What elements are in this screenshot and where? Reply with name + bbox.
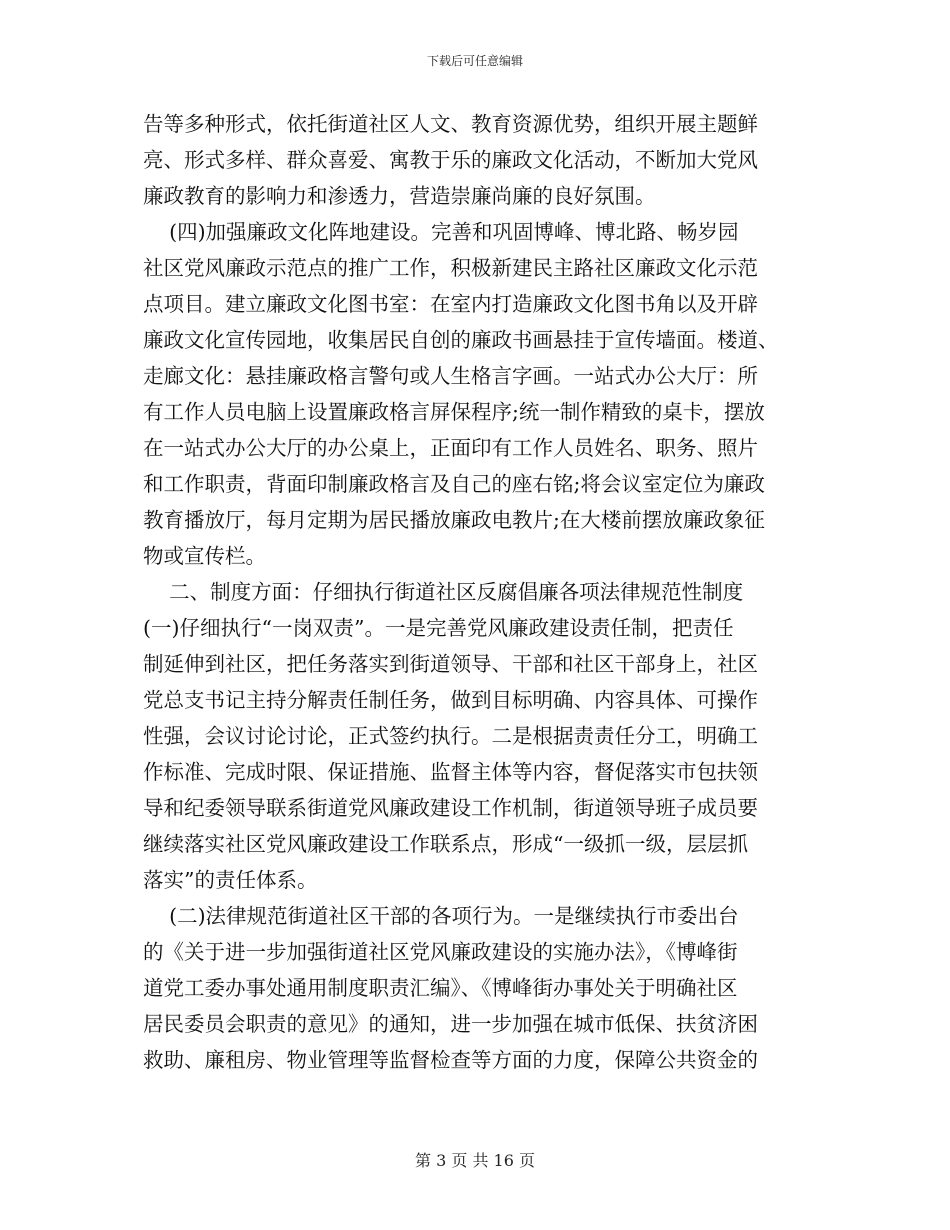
text-line: 点项目。建立廉政文化图书室：在室内打造廉政文化图书角以及开辟 xyxy=(143,292,758,316)
text-line: 性强，会议讨论讨论，正式签约执行。二是根据责责任分工，明确工 xyxy=(143,724,758,748)
text-line: (二)法律规范街道社区干部的各项行为。一是继续执行市委出台 xyxy=(143,904,739,928)
text-line: 党总支书记主持分解责任制任务，做到目标明确、内容具体、可操作 xyxy=(143,688,758,712)
page-header-note: 下载后可任意编辑 xyxy=(426,54,523,68)
text-line: 二、制度方面：仔细执行街道社区反腐倡廉各项法律规范性制度 xyxy=(143,580,744,604)
text-line: 继续落实社区党风廉政建设工作联系点，形成“一级抓一级，层层抓 xyxy=(143,832,748,856)
text-line: 亮、形式多样、群众喜爱、寓教于乐的廉政文化活动，不断加大党风 xyxy=(143,148,758,172)
text-line: 和工作职责，背面印制廉政格言及自己的座右铭;将会议室定位为廉政 xyxy=(143,472,765,496)
text-line: 告等多种形式，依托街道社区人文、教育资源优势，组织开展主题鲜 xyxy=(143,112,758,136)
text-line: 作标准、完成时限、保证措施、监督主体等内容，督促落实市包扶领 xyxy=(143,760,758,784)
text-line: (一)仔细执行“一岗双责”。一是完善党风廉政建设责任制，把责任 xyxy=(143,616,734,640)
text-line: 居民委员会职责的意见》的通知，进一步加强在城市低保、扶贫济困 xyxy=(143,1012,758,1036)
text-line: 物或宣传栏。 xyxy=(143,544,266,568)
page-number: 第 3 页 共 16 页 xyxy=(415,1151,535,1170)
text-line: 导和纪委领导联系街道党风廉政建设工作机制，街道领导班子成员要 xyxy=(143,796,758,820)
document-body xyxy=(143,106,803,1078)
text-line: 救助、廉租房、物业管理等监督检查等方面的力度，保障公共资金的 xyxy=(143,1048,758,1072)
text-line: 廉政文化宣传园地，收集居民自创的廉政书画悬挂于宣传墙面。楼道、 xyxy=(143,328,779,352)
text-line: (四)加强廉政文化阵地建设。完善和巩固博峰、博北路、畅岁园 xyxy=(143,220,739,244)
text-line: 廉政教育的影响力和渗透力，营造崇廉尚廉的良好氛围。 xyxy=(143,184,656,208)
text-line: 社区党风廉政示范点的推广工作，积极新建民主路社区廉政文化示范 xyxy=(143,256,758,280)
text-line: 的《关于进一步加强街道社区党风廉政建设的实施办法》，《博峰街 xyxy=(143,940,738,964)
text-line: 走廊文化：悬挂廉政格言警句或人生格言字画。一站式办公大厅：所 xyxy=(143,364,758,388)
text-line: 道党工委办事处通用制度职责汇编》、《博峰街办事处关于明确社区 xyxy=(143,976,738,1000)
text-line: 落实”的责任体系。 xyxy=(143,868,318,892)
text-line: 教育播放厅，每月定期为居民播放廉政电教片;在大楼前摆放廉政象征 xyxy=(143,508,765,532)
text-line: 制延伸到社区，把任务落实到街道领导、干部和社区干部身上，社区 xyxy=(143,652,758,676)
text-line: 有工作人员电脑上设置廉政格言屏保程序;统一制作精致的桌卡，摆放 xyxy=(143,400,765,424)
text-line: 在一站式办公大厅的办公桌上，正面印有工作人员姓名、职务、照片 xyxy=(143,436,758,460)
